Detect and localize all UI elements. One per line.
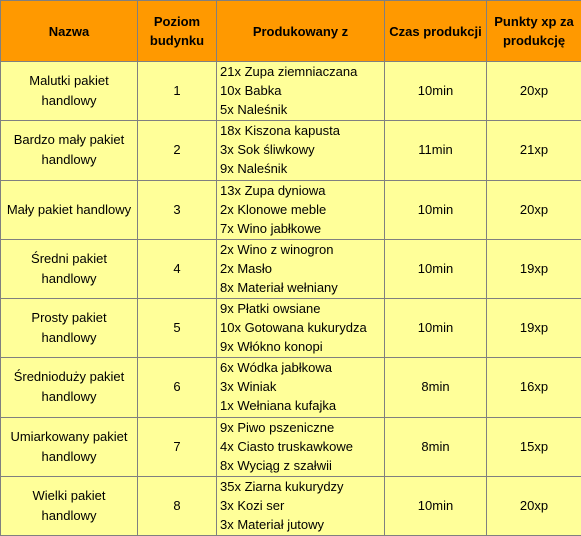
cell-level: 7	[138, 417, 217, 476]
cell-name: Średnioduży pakiet handlowy	[1, 358, 138, 417]
cell-name: Malutki pakiet handlowy	[1, 62, 138, 121]
cell-level: 3	[138, 180, 217, 239]
cell-xp: 15xp	[487, 417, 581, 476]
ingredient: 21x Zupa ziemniaczana	[220, 64, 358, 79]
table-row	[1, 180, 581, 239]
ingredient: 9x Naleśnik	[220, 161, 288, 177]
cell-xp: 19xp	[487, 239, 581, 298]
cell-made-from	[217, 476, 385, 535]
ingredient: 3x Sok śliwkowy	[220, 142, 315, 158]
table-row	[1, 62, 581, 121]
ingredient: 8x Materiał wełniany	[220, 279, 338, 295]
header-xp: Punkty xp za produkcję	[487, 1, 581, 62]
cell-made-from	[217, 62, 385, 121]
ingredient: 9x Włókno konopi	[220, 339, 323, 354]
cell-xp: 20xp	[487, 62, 581, 121]
ingredient: 5x Naleśnik	[220, 102, 288, 117]
table-row	[1, 358, 581, 417]
cell-time: 10min	[385, 476, 487, 535]
table-row	[1, 299, 581, 358]
cell-name: Prosty pakiet handlowy	[1, 299, 138, 358]
cell-time: 10min	[385, 180, 487, 239]
cell-made-from	[217, 299, 385, 358]
cell-level: 6	[138, 358, 217, 417]
cell-time: 11min	[385, 121, 487, 180]
ingredient: 3x Winiak	[220, 379, 277, 395]
cell-made-from	[217, 180, 385, 239]
cell-made-from	[217, 358, 385, 417]
cell-time: 8min	[385, 358, 487, 417]
cell-xp: 20xp	[487, 180, 581, 239]
table-row	[1, 417, 581, 476]
header-made-from: Produkowany z	[217, 1, 385, 62]
cell-level: 8	[138, 476, 217, 535]
ingredient: 18x Kiszona kapusta	[220, 123, 340, 139]
table-row	[1, 121, 581, 180]
table-row	[1, 239, 581, 298]
ingredient: 9x Piwo pszeniczne	[220, 419, 335, 435]
cell-time: 10min	[385, 239, 487, 298]
ingredient: 2x Wino z winogron	[220, 241, 334, 257]
cell-name: Umiarkowany pakiet handlowy	[1, 417, 138, 476]
ingredient: 2x Klonowe meble	[220, 201, 327, 217]
header-level: Poziom budynku	[138, 1, 217, 62]
cell-name: Mały pakiet handlowy	[1, 180, 138, 239]
header-time: Czas produkcji	[385, 1, 487, 62]
header-row	[1, 1, 581, 62]
cell-name: Wielki pakiet handlowy	[1, 476, 138, 535]
cell-xp: 16xp	[487, 358, 581, 417]
cell-made-from	[217, 417, 385, 476]
ingredient: 35x Ziarna kukurydzy	[220, 478, 344, 494]
cell-name: Średni pakiet handlowy	[1, 239, 138, 298]
header-name: Nazwa	[1, 1, 138, 62]
cell-level: 4	[138, 239, 217, 298]
ingredient: 7x Wino jabłkowe	[220, 220, 322, 236]
cell-level: 5	[138, 299, 217, 358]
cell-level: 2	[138, 121, 217, 180]
ingredient: 10x Gotowana kukurydza	[220, 320, 367, 335]
ingredient: 3x Kozi ser	[220, 497, 285, 513]
cell-made-from	[217, 121, 385, 180]
cell-name: Bardzo mały pakiet handlowy	[1, 121, 138, 180]
cell-time: 8min	[385, 417, 487, 476]
cell-time: 10min	[385, 299, 487, 358]
ingredient: 13x Zupa dyniowa	[220, 182, 326, 198]
table-row	[1, 476, 581, 535]
ingredient: 3x Materiał jutowy	[220, 516, 325, 532]
cell-time: 10min	[385, 62, 487, 121]
ingredient: 10x Babka	[220, 83, 282, 98]
ingredient: 9x Płatki owsiane	[220, 301, 321, 316]
ingredient: 1x Wełniana kufajka	[220, 398, 337, 414]
ingredient: 4x Ciasto truskawkowe	[220, 438, 353, 454]
cell-made-from	[217, 239, 385, 298]
cell-xp: 21xp	[487, 121, 581, 180]
ingredient: 6x Wódka jabłkowa	[220, 360, 332, 376]
ingredient: 2x Masło	[220, 260, 273, 276]
cell-xp: 19xp	[487, 299, 581, 358]
ingredient: 8x Wyciąg z szałwii	[220, 457, 332, 473]
cell-xp: 20xp	[487, 476, 581, 535]
cell-level: 1	[138, 62, 217, 121]
